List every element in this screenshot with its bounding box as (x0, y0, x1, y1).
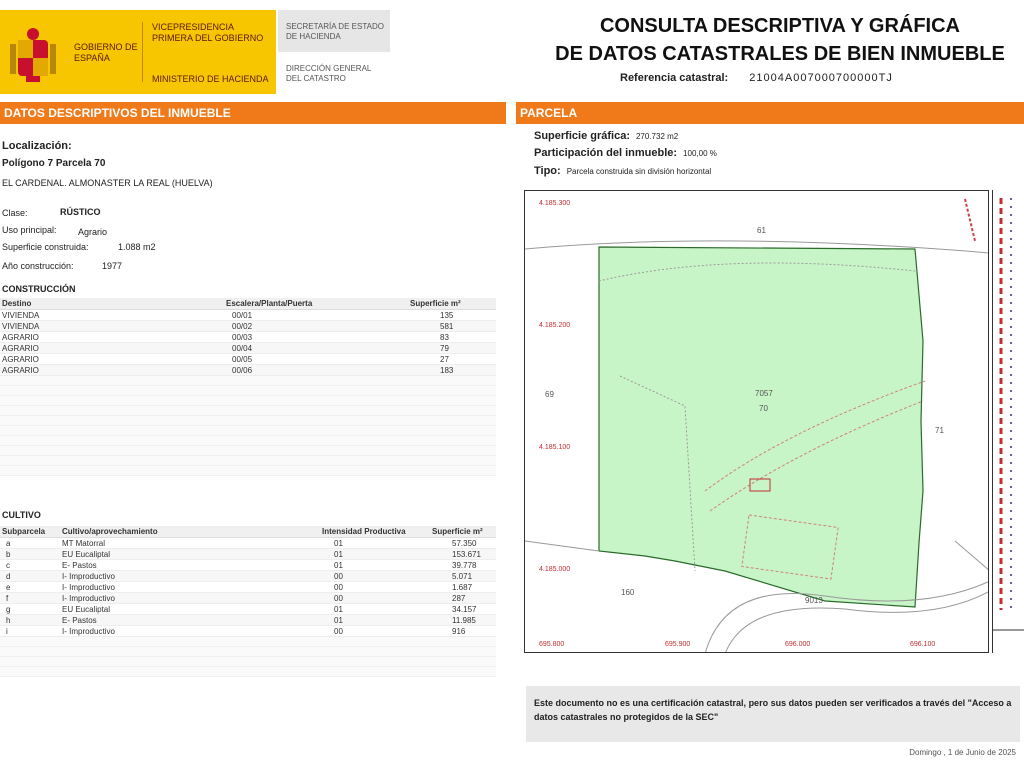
superficie-construida-label: Superficie construida: (2, 242, 89, 252)
table-cell: 135 (440, 311, 454, 320)
table-cell: I- Improductivo (62, 583, 115, 592)
legend-graphic (993, 190, 1024, 653)
table-spacer-row (0, 416, 496, 426)
table-cell: 183 (440, 366, 454, 375)
col-superficie-cultivo: Superficie m² (432, 527, 483, 536)
table-cell: 01 (334, 605, 343, 614)
construccion-table-header (0, 298, 496, 310)
boundary-se (955, 541, 989, 571)
superficie-construida-value: 1.088 m2 (118, 242, 156, 252)
x-tick-label: 695.800 (539, 641, 565, 648)
clase-label: Clase: (2, 208, 28, 218)
clase-value: RÚSTICO (60, 207, 101, 217)
uso-value: Agrario (78, 227, 108, 237)
col-intensidad: Intensidad Productiva (322, 527, 406, 536)
table-cell: 01 (334, 561, 343, 570)
table-cell: e (6, 583, 11, 592)
table-spacer-row (0, 667, 496, 677)
section-datos-descriptivos: DATOS DESCRIPTIVOS DEL INMUEBLE (0, 102, 506, 124)
col-superficie: Superficie m² (410, 299, 461, 308)
table-cell: 39.778 (452, 561, 477, 570)
parcel-sublabel: 70 (759, 404, 768, 413)
table-cell: AGRARIO (2, 333, 39, 342)
tipo-value: Parcela construida sin división horizontal (566, 167, 712, 176)
table-cell: 00/02 (232, 322, 253, 331)
secretaria-block (278, 10, 390, 52)
superficie-grafica-label: Superficie gráfica: (534, 130, 630, 142)
coat-of-arms-icon (8, 26, 58, 84)
table-spacer-row (0, 376, 496, 386)
table-cell: 01 (334, 539, 343, 548)
parcel-label: 7057 (755, 389, 773, 398)
cultivo-table (0, 526, 496, 677)
table-row (0, 538, 496, 549)
y-tick-label: 4.185.100 (539, 444, 571, 451)
title-line-1: CONSULTA DESCRIPTIVA Y GRÁFICA (599, 15, 961, 37)
logo-divider (142, 22, 143, 82)
table-row (0, 310, 496, 321)
table-spacer-row (0, 456, 496, 466)
map-legend-strip (992, 190, 1024, 653)
neighbor-label: 61 (757, 226, 766, 235)
section-parcela: PARCELA (516, 102, 1024, 124)
direccion-label: DIRECCIÓN GENERAL DEL CATASTRO (286, 64, 372, 83)
table-spacer-row (0, 396, 496, 406)
table-cell: 153.671 (452, 550, 481, 559)
table-cell: g (6, 605, 11, 614)
table-row (0, 571, 496, 582)
table-row (0, 626, 496, 637)
table-cell: 1.687 (452, 583, 473, 592)
table-cell: 00 (334, 627, 343, 636)
table-cell: AGRARIO (2, 355, 39, 364)
table-cell: h (6, 616, 11, 625)
uso-label: Uso principal: (2, 225, 57, 235)
anio-construccion-value: 1977 (102, 261, 123, 271)
table-cell: AGRARIO (2, 366, 39, 375)
table-cell: 5.071 (452, 572, 473, 581)
secretaria-label: SECRETARÍA DE ESTADO DE HACIENDA (286, 22, 384, 41)
table-spacer-row (0, 406, 496, 416)
table-row (0, 332, 496, 343)
table-spacer-row (0, 466, 496, 476)
table-spacer-row (0, 446, 496, 456)
cultivo-title: CULTIVO (2, 510, 41, 520)
table-row (0, 549, 496, 560)
table-spacer-row (0, 647, 496, 657)
table-cell: 00 (334, 583, 343, 592)
table-cell: f (6, 594, 9, 603)
table-cell: a (6, 539, 11, 548)
parcel-polygon (599, 247, 923, 607)
table-spacer-row (0, 426, 496, 436)
table-cell: 57.350 (452, 539, 477, 548)
participacion-value: 100,00 % (683, 149, 717, 158)
table-cell: I- Improductivo (62, 627, 115, 636)
table-cell: 287 (452, 594, 466, 603)
table-cell: I- Improductivo (62, 572, 115, 581)
table-cell: 916 (452, 627, 466, 636)
y-tick-label: 4.185.000 (539, 566, 571, 573)
table-row (0, 582, 496, 593)
localizacion-line-2: EL CARDENAL. ALMONASTER LA REAL (HUELVA) (2, 178, 213, 188)
table-cell: d (6, 572, 11, 581)
map-canvas (525, 191, 989, 653)
x-tick-label: 696.000 (785, 641, 811, 648)
title-line-2: DE DATOS CATASTRALES DE BIEN INMUEBLE (555, 43, 1005, 65)
gobierno-logo-block (0, 10, 276, 94)
table-row (0, 343, 496, 354)
y-tick-label: 4.185.200 (539, 322, 571, 329)
table-row (0, 560, 496, 571)
x-tick-label: 696.100 (910, 641, 936, 648)
referencia-catastral (620, 72, 893, 84)
document-title (540, 12, 1020, 68)
table-cell: 34.157 (452, 605, 477, 614)
table-cell: MT Matorral (62, 539, 105, 548)
ref-label: Referencia catastral: (620, 72, 729, 84)
table-cell: VIVIENDA (2, 311, 40, 320)
neighbor-label: 9013 (805, 596, 823, 605)
anio-construccion-label: Año construcción: (2, 261, 74, 271)
y-tick-label: 4.185.300 (539, 200, 571, 207)
vicepresidencia-label: VICEPRESIDENCIA PRIMERA DEL GOBIERNO (152, 22, 264, 43)
table-cell: 01 (334, 550, 343, 559)
superficie-grafica (534, 130, 678, 142)
table-cell: c (6, 561, 10, 570)
tipo-label: Tipo: (534, 165, 561, 177)
table-spacer-row (0, 386, 496, 396)
table-cell: b (6, 550, 11, 559)
col-escalera: Escalera/Planta/Puerta (226, 299, 313, 308)
table-cell: 01 (334, 616, 343, 625)
table-cell: E- Pastos (62, 616, 97, 625)
parcel-map[interactable] (524, 190, 989, 653)
table-cell: 00/01 (232, 311, 253, 320)
localizacion-label: Localización: (2, 140, 72, 152)
disclaimer-note: Este documento no es una certificación catastral, pero sus datos pueden ser verificados a través del "Acceso a datos catastrales no protegidos de la SEC" (526, 686, 1020, 742)
table-cell: i (6, 627, 8, 636)
table-row (0, 365, 496, 376)
table-row (0, 604, 496, 615)
neighbor-label: 71 (935, 426, 944, 435)
superficie-grafica-value: 270.732 m2 (635, 132, 679, 141)
localizacion-line-1: Polígono 7 Parcela 70 (2, 158, 106, 169)
table-cell: 581 (440, 322, 454, 331)
table-cell: 00 (334, 572, 343, 581)
table-cell: 00/04 (232, 344, 253, 353)
document-date: Domingo , 1 de Junio de 2025 (909, 748, 1016, 757)
table-row (0, 354, 496, 365)
col-subparcela: Subparcela (2, 527, 46, 536)
table-cell: VIVIENDA (2, 322, 40, 331)
table-row (0, 321, 496, 332)
table-cell: I- Improductivo (62, 594, 115, 603)
table-cell: 00/05 (232, 355, 253, 364)
neighbor-label: 160 (621, 588, 635, 597)
table-row (0, 615, 496, 626)
table-cell: 00/06 (232, 366, 253, 375)
neighbor-label: 69 (545, 390, 554, 399)
table-cell: 79 (440, 344, 449, 353)
table-cell: 11.985 (452, 616, 476, 625)
table-spacer-row (0, 436, 496, 446)
cultivo-table-header (0, 526, 496, 538)
table-cell: 83 (440, 333, 449, 342)
table-spacer-row (0, 637, 496, 647)
col-destino: Destino (2, 299, 32, 308)
table-spacer-row (0, 657, 496, 667)
ministerio-label: MINISTERIO DE HACIENDA (152, 74, 269, 84)
participacion (534, 147, 717, 159)
table-cell: 27 (440, 355, 449, 364)
construccion-title: CONSTRUCCIÓN (2, 284, 76, 294)
table-cell: E- Pastos (62, 561, 97, 570)
x-tick-label: 695.900 (665, 641, 691, 648)
participacion-label: Participación del inmueble: (534, 147, 678, 159)
gobierno-label: GOBIERNO DE ESPAÑA (74, 42, 138, 63)
map-marker (965, 199, 975, 241)
ref-value: 21004A007000700000TJ (749, 72, 893, 84)
table-cell: EU Eucaliptal (62, 550, 111, 559)
table-cell: 00 (334, 594, 343, 603)
boundary-sw (525, 541, 599, 551)
construccion-table (0, 298, 496, 476)
table-row (0, 593, 496, 604)
tipo (534, 165, 711, 177)
table-cell: 00/03 (232, 333, 253, 342)
col-cultivo: Cultivo/aprovechamiento (62, 527, 158, 536)
table-cell: EU Eucaliptal (62, 605, 111, 614)
table-cell: AGRARIO (2, 344, 39, 353)
